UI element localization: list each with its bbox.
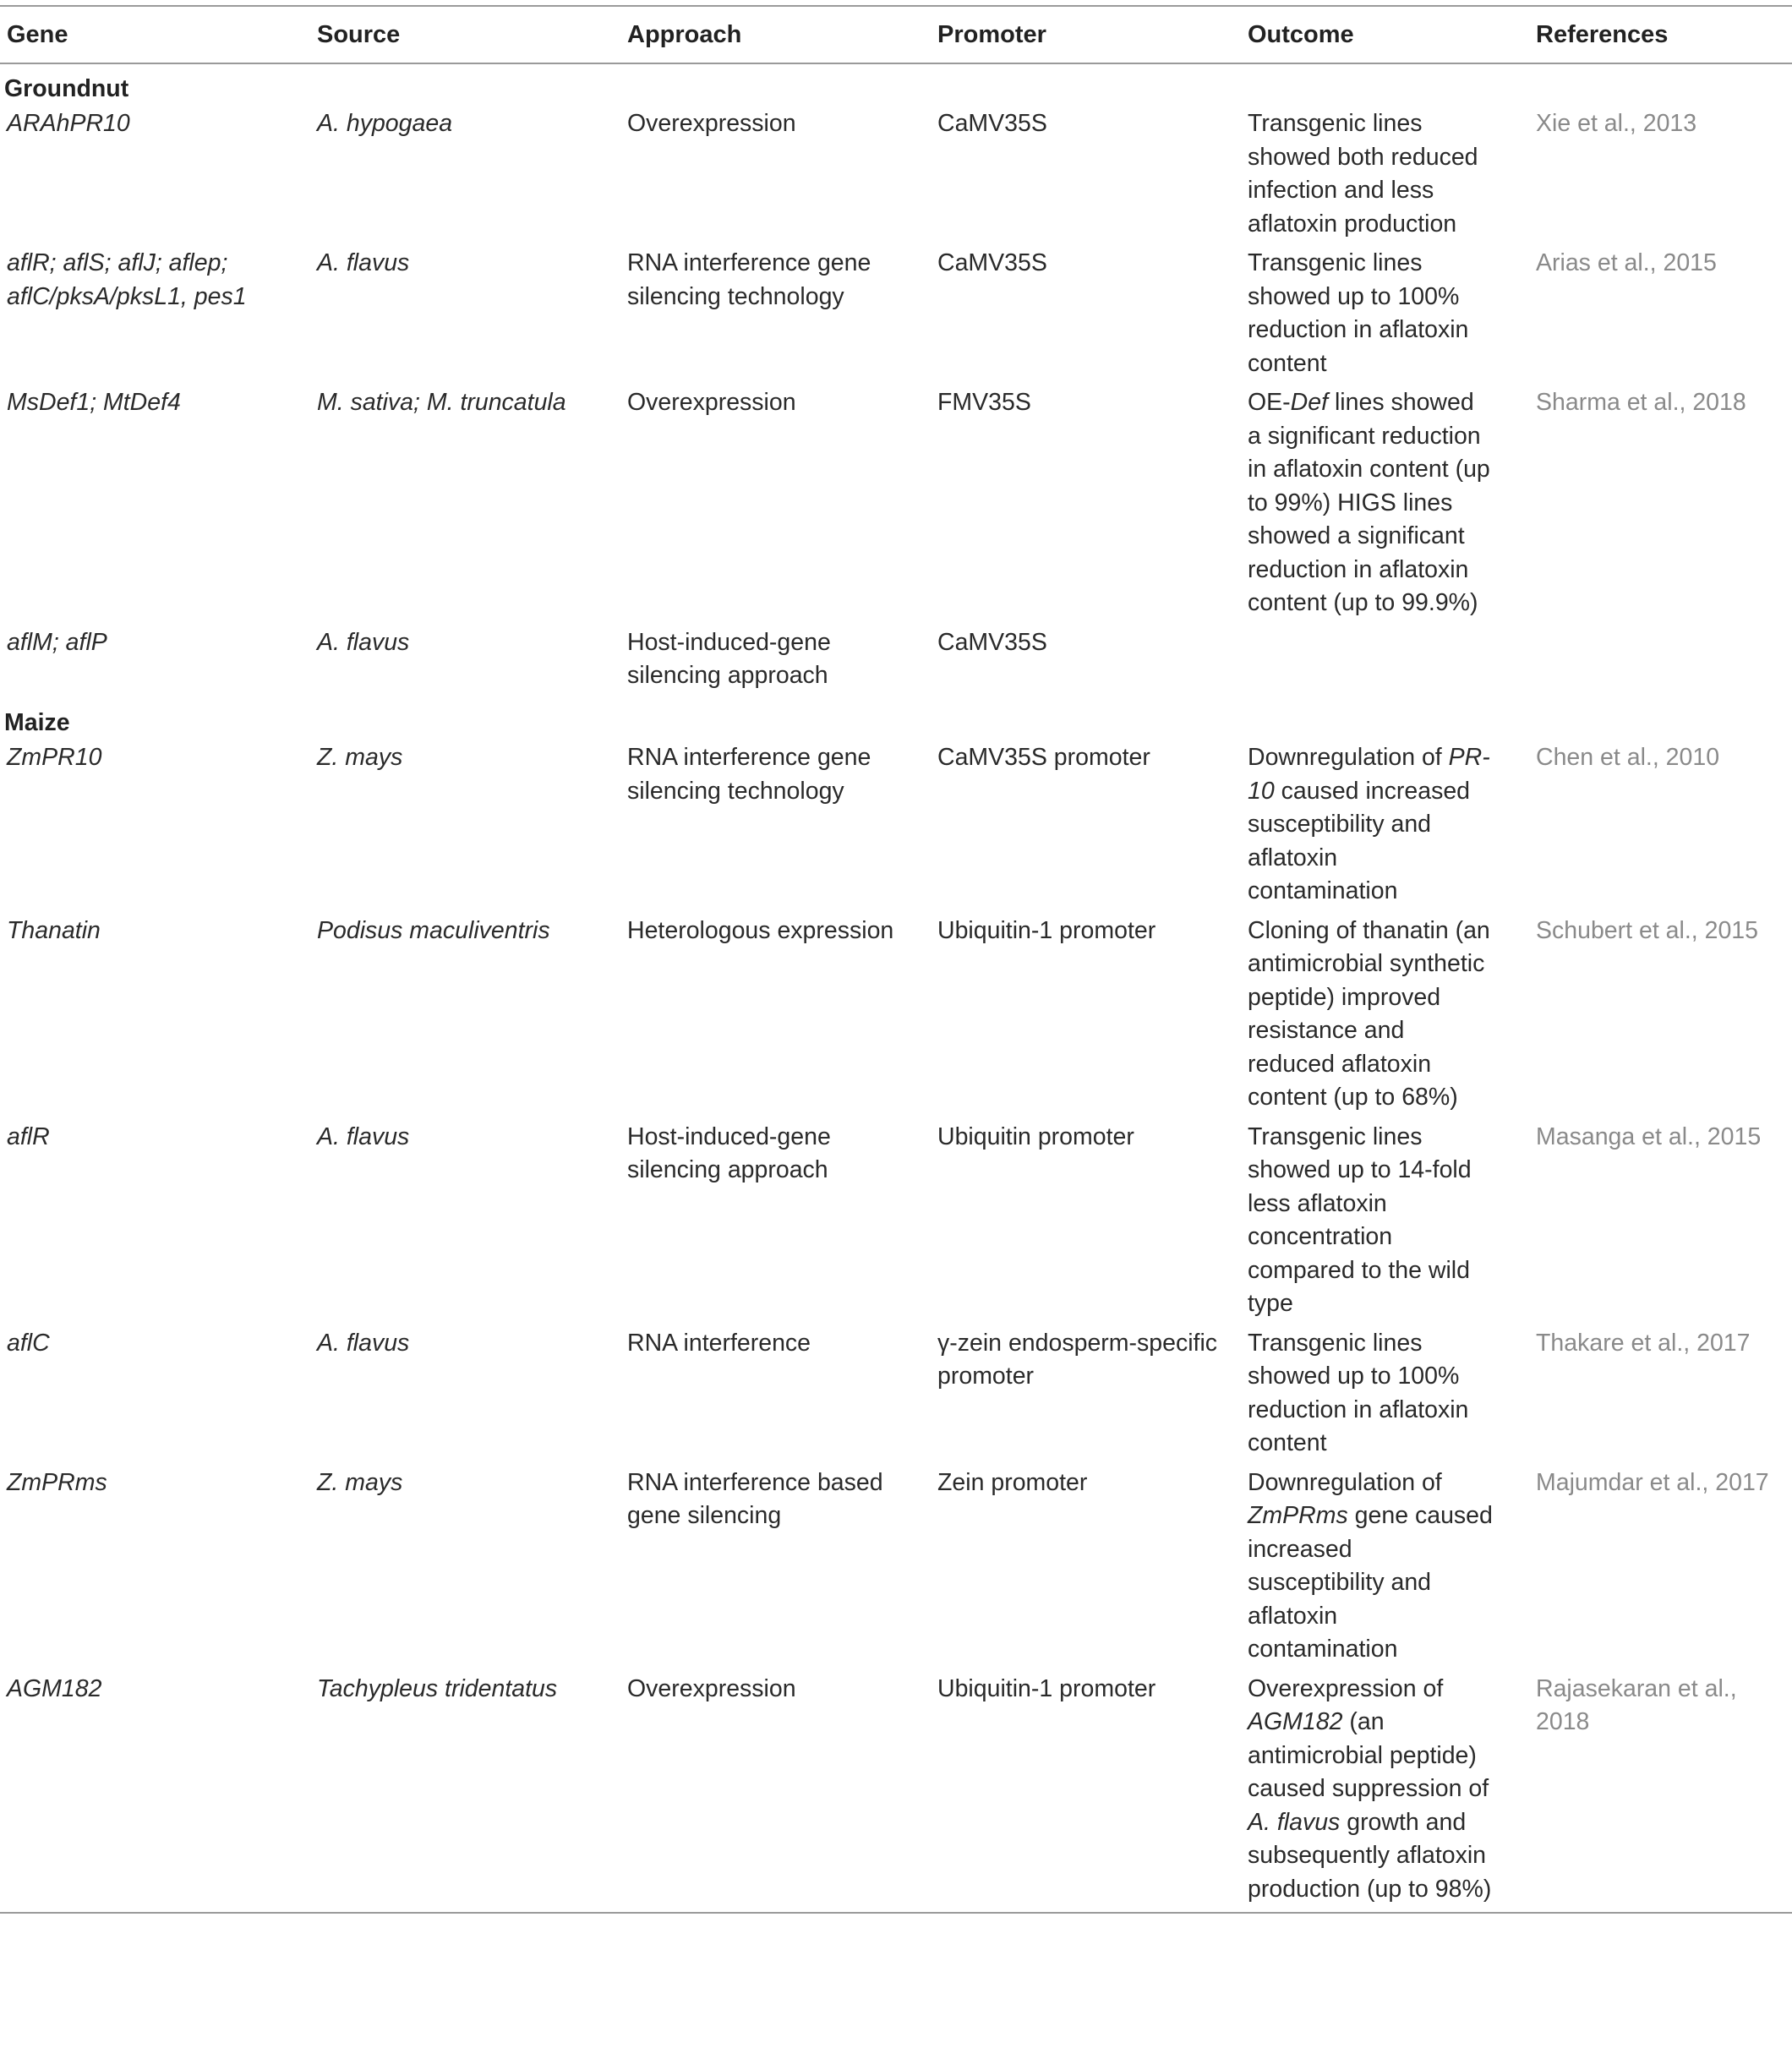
outcome-cell [1241, 1327, 1529, 1466]
source-cell: Z. mays [317, 1468, 403, 1496]
outcome-segment: growth and subsequently aflatoxin production (up to 98%) [1248, 1808, 1492, 1903]
outcome-cell [1241, 386, 1529, 626]
table-row [0, 1673, 1792, 1913]
promoter-cell: FMV35S [937, 389, 1031, 416]
section-title: Groundnut [4, 74, 129, 102]
outcome-segment: OE- [1248, 389, 1291, 416]
outcome-text [1248, 915, 1493, 1115]
header-gene: Gene [0, 7, 310, 63]
header-source: Source [310, 7, 620, 63]
source-cell: A. hypogaea [317, 110, 453, 137]
gene-cell: aflR [7, 1122, 50, 1150]
reference-cell: Thakare et al., 2017 [1536, 1329, 1751, 1357]
transgenic-approaches-table [0, 5, 1792, 1914]
reference-cell: Chen et al., 2010 [1536, 744, 1720, 771]
source-cell: A. flavus [317, 249, 410, 276]
section-row [0, 699, 1792, 742]
outcome-italic-segment: A. flavus [1248, 1808, 1341, 1836]
source-cell: Z. mays [317, 744, 403, 771]
promoter-cell: CaMV35S [937, 110, 1047, 137]
gene-cell: aflC [7, 1329, 50, 1357]
outcome-segment: gene caused increased susceptibility and aflatoxin contamination [1248, 1502, 1493, 1663]
outcome-italic-segment: ZmPRms [1248, 1502, 1348, 1529]
reference-cell: Rajasekaran et al., 2018 [1536, 1674, 1737, 1735]
gene-cell: Thanatin [7, 916, 101, 944]
source-cell: Podisus maculiventris [317, 916, 550, 944]
table-row [0, 247, 1792, 386]
outcome-segment: Cloning of thanatin (an antimicrobial synthetic peptide) improved resistance and reduced aflatoxin content (up to 68%) [1248, 916, 1490, 1111]
outcome-segment: Transgenic lines showed up to 100% reduction in aflatoxin content [1248, 249, 1469, 377]
outcome-segment: Transgenic lines showed both reduced infection and less aflatoxin production [1248, 110, 1478, 238]
outcome-cell [1241, 741, 1529, 915]
outcome-segment: Transgenic lines showed up to 100% reduction in aflatoxin content [1248, 1329, 1469, 1456]
reference-cell: Masanga et al., 2015 [1536, 1122, 1762, 1150]
promoter-cell: Ubiquitin promoter [937, 1122, 1134, 1150]
outcome-text [1248, 1327, 1493, 1461]
reference-cell: Arias et al., 2015 [1536, 249, 1717, 276]
outcome-italic-segment: PR-10 [1248, 744, 1490, 805]
section-title: Maize [4, 708, 70, 736]
table-row [0, 107, 1792, 247]
source-cell: A. flavus [317, 628, 410, 656]
outcome-segment: (an antimicrobial peptide) caused suppression of [1248, 1708, 1489, 1802]
outcome-cell [1241, 1466, 1529, 1673]
header-promoter: Promoter [931, 7, 1241, 63]
outcome-text [1248, 107, 1493, 241]
gene-cell: aflR; aflS; aflJ; aflep; aflC/pksA/pksL1, pes1 [7, 249, 247, 310]
outcome-italic-segment: AGM182 [1248, 1708, 1343, 1735]
header-row [0, 7, 1792, 63]
approach-cell: Overexpression [627, 110, 796, 137]
header-approach: Approach [620, 7, 931, 63]
outcome-text [1248, 741, 1493, 909]
reference-cell: Xie et al., 2013 [1536, 110, 1697, 137]
header-outcome: Outcome [1241, 7, 1529, 63]
outcome-segment: caused increased susceptibility and aflatoxin contamination [1248, 777, 1471, 904]
outcome-cell [1241, 107, 1529, 247]
table-row [0, 386, 1792, 626]
approach-cell: Host-induced-gene silencing approach [627, 628, 831, 689]
reference-cell: Schubert et al., 2015 [1536, 916, 1759, 944]
outcome-segment: Overexpression of [1248, 1674, 1444, 1702]
approach-cell: RNA interference based gene silencing [627, 1468, 883, 1529]
approach-cell: Overexpression [627, 389, 796, 416]
source-cell: A. flavus [317, 1329, 410, 1357]
table-body [0, 63, 1792, 1913]
promoter-cell: CaMV35S [937, 249, 1047, 276]
table-row [0, 915, 1792, 1121]
approach-cell: RNA interference gene silencing technology [627, 249, 871, 310]
promoter-cell: CaMV35S promoter [937, 744, 1150, 771]
promoter-cell: Ubiquitin-1 promoter [937, 1674, 1156, 1702]
outcome-cell [1241, 626, 1529, 699]
table-row [0, 1327, 1792, 1466]
gene-cell: ZmPRms [7, 1468, 107, 1496]
outcome-cell [1241, 1121, 1529, 1327]
table-header [0, 7, 1792, 63]
gene-cell: MsDef1; MtDef4 [7, 389, 181, 416]
outcome-segment: Downregulation of [1248, 1468, 1442, 1496]
gene-cell: ZmPR10 [7, 744, 102, 771]
reference-cell [1529, 626, 1792, 699]
outcome-segment: Downregulation of [1248, 744, 1449, 771]
header-references: References [1529, 7, 1792, 63]
outcome-cell [1241, 915, 1529, 1121]
outcome-text [1248, 386, 1493, 620]
table-row [0, 741, 1792, 915]
promoter-cell: γ-zein endosperm-specific promoter [937, 1329, 1218, 1390]
promoter-cell: Ubiquitin-1 promoter [937, 916, 1156, 944]
outcome-cell [1241, 1673, 1529, 1913]
outcome-text [1248, 247, 1493, 380]
approach-cell: Host-induced-gene silencing approach [627, 1122, 831, 1183]
outcome-segment: lines showed a significant reduction in aflatoxin content (up to 99%) HIGS lines showed a significant reduction in aflatoxin content (up to 99.9%) [1248, 389, 1490, 616]
reference-cell: Majumdar et al., 2017 [1536, 1468, 1769, 1496]
approach-cell: Heterologous expression [627, 916, 894, 944]
outcome-text [1248, 1121, 1493, 1321]
outcome-text [1248, 1466, 1493, 1667]
table-row [0, 1121, 1792, 1327]
source-cell: M. sativa; M. truncatula [317, 389, 566, 416]
approach-cell: Overexpression [627, 1674, 796, 1702]
gene-cell: ARAhPR10 [7, 110, 130, 137]
data-table [0, 7, 1792, 1912]
source-cell: A. flavus [317, 1122, 410, 1150]
outcome-text [1248, 1673, 1493, 1907]
source-cell: Tachypleus tridentatus [317, 1674, 558, 1702]
approach-cell: RNA interference gene silencing technology [627, 744, 871, 805]
reference-cell: Sharma et al., 2018 [1536, 389, 1746, 416]
section-row [0, 63, 1792, 108]
table-row [0, 1466, 1792, 1673]
gene-cell: aflM; aflP [7, 628, 107, 656]
outcome-cell [1241, 247, 1529, 386]
outcome-segment: Transgenic lines showed up to 14-fold less aflatoxin concentration compared to the wild type [1248, 1122, 1472, 1317]
approach-cell: RNA interference [627, 1329, 811, 1357]
promoter-cell: CaMV35S [937, 628, 1047, 656]
promoter-cell: Zein promoter [937, 1468, 1088, 1496]
table-row [0, 626, 1792, 699]
gene-cell: AGM182 [7, 1674, 102, 1702]
outcome-italic-segment: Def [1290, 389, 1329, 416]
